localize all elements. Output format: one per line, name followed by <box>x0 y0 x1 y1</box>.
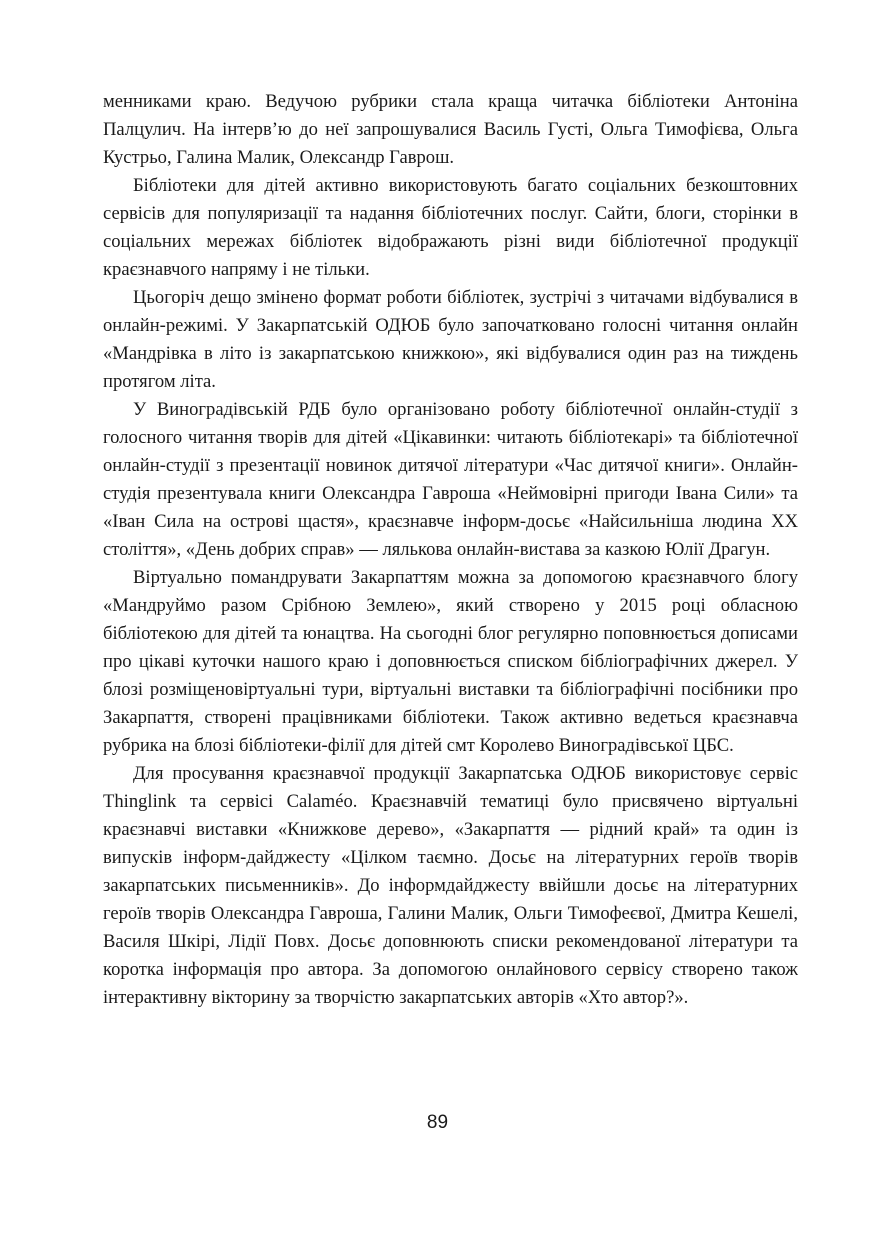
paragraph-6: Для просування краєзнавчої продукції Закарпатська ОДЮБ використовує сервіс Thinglink та сервісі Calaméo. Краєзнавчій тематиці було присвячено віртуальні краєзнавчі виставки «Книжкове дерево», «Закарпаття — рідний край» та один із випусків інформ-дайджесту «Цілком таємно. Досьє на літературних героїв творів закарпатських письменників». До інформдайджесту ввійшли досьє на літературних героїв творів Олександра Гавроша, Галини Малик, Ольги Тимофеєвої, Дмитра Кешелі, Василя Шкірі, Лідії Повх. Досьє доповнюють списки рекомендованої літератури та коротка інформація про автора. За допомогою онлайнового сервісу створено також інтерактивну вікторину за творчістю закарпатських авторів «Хто автор?». <box>103 763 798 1008</box>
page-number: 89 <box>426 1112 449 1133</box>
paragraph-5: Віртуально помандрувати Закарпаттям можна за допомогою краєзнавчого блогу «Мандруймо разом Срібною Землею», який створено у 2015 році обласною бібліотекою для дітей та юнацтва. На сьогодні блог регулярно поповнюється дописами про цікаві куточки нашого краю і доповнюється списком бібліографічних джерел. У блозі розміщеновіртуальні тури, віртуальні виставки та бібліографічні посібники про Закарпаття, створені працівниками бібліотеки. Також активно ведеться краєзнавча рубрика на блозі бібліотеки-філії для дітей смт Королево Виноградівської ЦБС. <box>103 567 798 756</box>
paragraph-3: Цьогоріч дещо змінено формат роботи бібліотек, зустрічі з читачами відбувалися в онлайн-режимі. У Закарпатській ОДЮБ було започатковано голосні читання онлайн «Мандрівка в літо із закарпатською книжкою», які відбувалися один раз на тиждень протягом літа. <box>103 287 798 392</box>
paragraph-4: У Виноградівській РДБ було організовано роботу бібліотечної онлайн-студії з голосного читання творів для дітей «Цікавинки: читають бібліотекарі» та бібліотечної онлайн-студії з презентації новинок дитячої літератури «Час дитячої книги». Онлайн-студія презентувала книги Олександра Гавроша «Неймовірні пригоди Івана Сили» та «Іван Сила на острові щастя», краєзнавче інформ-досьє «Найсильніша людина ХХ століття», «День добрих справ» — лялькова онлайн-вистава за казкою Юлії Драгун. <box>103 399 798 560</box>
paragraph-2: Бібліотеки для дітей активно використовують багато соціальних безкоштовних сервісів для популяризації та надання бібліотечних послуг. Сайти, блоги, сторінки в соціальних мережах бібліотек відображають різні види бібліотечної продукції краєзнавчого напряму і не тільки. <box>103 175 798 280</box>
body-text <box>103 88 798 1012</box>
paragraph-1: менниками краю. Ведучою рубрики стала краща читачка бібліотеки Антоніна Палцулич. На інтерв’ю до неї запрошувалися Василь Густі, Ольга Тимофієва, Ольга Кустрьо, Галина Малик, Олександр Гаврош. <box>103 91 798 168</box>
